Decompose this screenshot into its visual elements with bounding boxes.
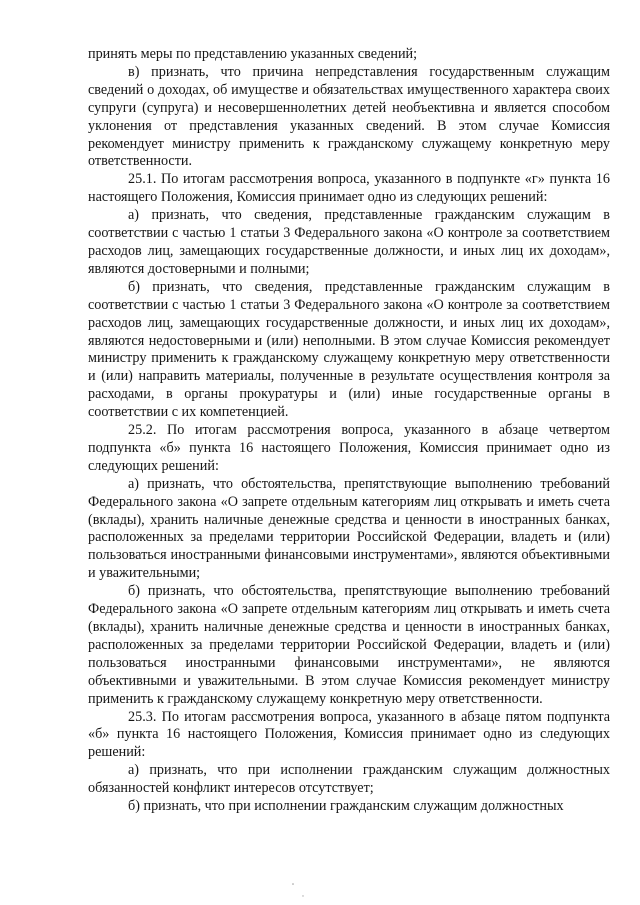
paragraph-25-2-a: а) признать, что обстоятельства, препятствующие выполнению требований Федерального закона «О запрете отдельным категориям лиц открывать и иметь счета (вклады), хранить наличные денежные средства и ценности в иностранных банках, расположенных за пределами территории Российской Федерации, владеть и (или) пользоваться иностранными финансовыми инструментами», являются объективными и уважительными;	[88, 475, 610, 582]
paragraph-25-1-a: а) признать, что сведения, представленные гражданским служащим в соответствии с частью 1 статьи 3 Федерального закона «О контроле за соответствием расходов лиц, замещающих государственные должности, и иных лиц их доходам», являются достоверными и полными;	[88, 207, 610, 277]
paragraph-25-2: 25.2. По итогам рассмотрения вопроса, указанного в абзаце четвертом подпункта «б» пункта 16 настоящего Положения, Комиссия принимает одно из следующих решений:	[88, 422, 610, 474]
paragraph-continuation: принять меры по представлению указанных сведений;	[88, 46, 418, 62]
paragraph-item-v: в) признать, что причина непредставления государственным служащим сведений о доходах, об имуществе и обязательствах имущественного характера своих супруги (супруга) и несовершеннолетних детей необъективна и является способом уклонения от представления указанных сведений. В этом случае Комиссия рекомендует министру применить к гражданскому служащему конкретную меру ответственности.	[88, 63, 610, 170]
paragraph-25-3: 25.3. По итогам рассмотрения вопроса, указанного в абзаце пятом подпункта «б» пункта 16 настоящего Положения, Комиссия принимает одно из следующих решений:	[88, 708, 610, 761]
paragraph-25-2-b: б) признать, что обстоятельства, препятствующие выполнению требований Федерального закона «О запрете отдельным категориям лиц открывать и иметь счета (вклады), хранить наличные денежные средства и ценности в иностранных банках, расположенных за пределами территории Российской Федерации, владеть и (или) пользоваться иностранными финансовыми инструментами», не являются объективными и уважительными. В этом случае Комиссия рекомендует министру применить к гражданскому служащему конкретную меру ответственности.	[88, 583, 610, 707]
paragraph-25-3-b: б) признать, что при исполнении гражданским служащим должностных	[128, 798, 564, 815]
scan-speck	[292, 883, 294, 885]
paragraph-25-1: 25.1. По итогам рассмотрения вопроса, указанного в подпункте «г» пункта 16 настоящего Положения, Комиссия принимает одно из следующих решений:	[88, 171, 610, 206]
scan-speck	[302, 895, 303, 896]
paragraph-25-3-a: а) признать, что при исполнении гражданским служащим должностных обязанностей конфликт интересов отсутствует;	[88, 762, 610, 797]
paragraph-25-1-b: б) признать, что сведения, представленные гражданским служащим в соответствии с частью 1 статьи 3 Федерального закона «О контроле за соответствием расходов лиц, замещающих государственные должности, и иных лиц их доходам», являются недостоверными и (или) неполными. В этом случае Комиссия рекомендует министру применить к гражданскому служащему конкретную меру ответственности и (или) направить материалы, полученные в результате осуществления контроля за расходами, в органы прокуратуры и (или) иные государственные органы в соответствии с их компетенцией.	[88, 278, 610, 421]
